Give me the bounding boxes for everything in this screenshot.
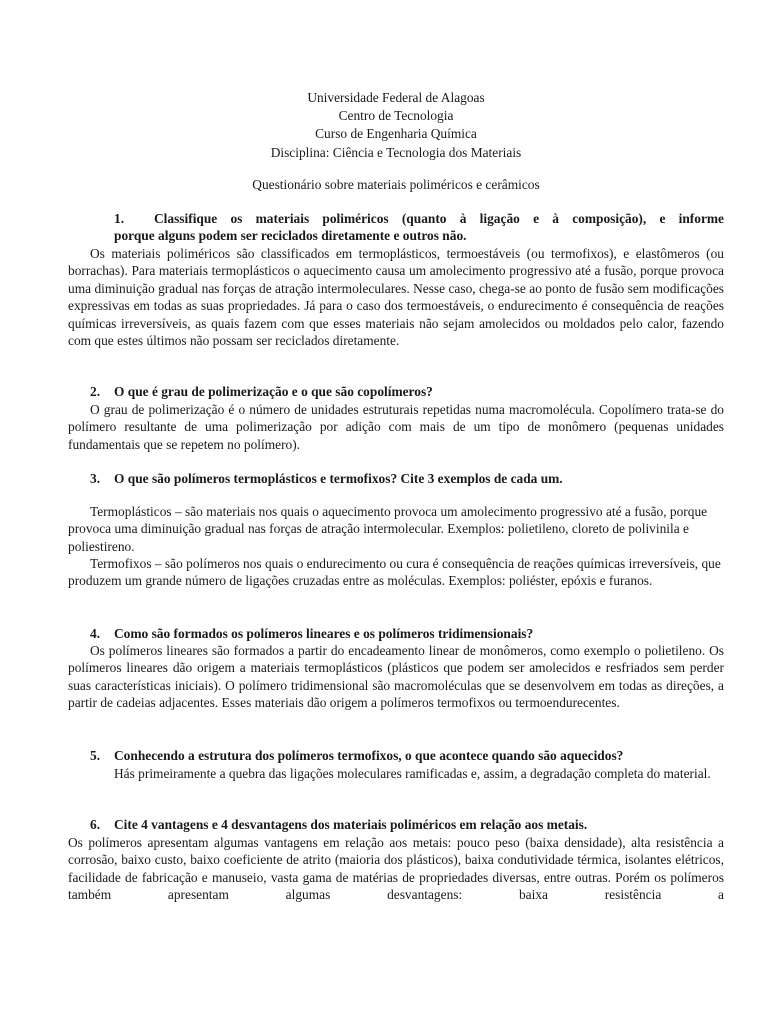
question-1 [68,210,724,245]
answer-4: Os polímeros lineares são formados a partir do encadeamento linear de monômeros, como exemplo o polietileno. Os polímeros lineares dão origem a materiais termoplásticos (plásticos que podem ser amolecidos e resfriados sem perder suas características iniciais). O polímero tridimensional são macromoléculas que se desenvolvem em todas as direções, a partir de cadeias adjacentes. Esses materiais dão origem a polímeros termofixos ou termoendurecentes. [68,643,724,711]
header-center: Centro de Tecnologia [338,108,454,124]
question-1-text-a: Classifique os materiais poliméricos (quanto à ligação e à composição), e informe [154,211,724,226]
question-4 [68,625,724,642]
question-5 [68,747,724,764]
question-1-text-b: porque alguns podem ser reciclados diretamente e outros não. [114,228,467,244]
question-4-number: 4. [90,626,101,641]
question-3-text: O que são polímeros termoplásticos e termofixos? Cite 3 exemplos de cada um. [114,471,563,486]
question-5-number: 5. [90,748,101,763]
answer-6: Os polímeros apresentam algumas vantagens em relação aos metais: pouco peso (baixa densidade), alta resistência a corrosão, baixo custo, baixo coeficiente de atrito (maioria dos plásticos), baixa condutividade térmica, isolantes elétricos, facilidade de fabricação e manuseio, vasta gama de matérias de propriedades diversas, entre outras. Porém os polímeros também apresentam algumas desvantagens: baixa resistência a [68,835,724,903]
question-1-number: 1. [114,211,125,226]
document-title: Questionário sobre materiais poliméricos e cerâmicos [252,177,540,192]
question-4-text: Como são formados os polímeros lineares e os polímeros tridimensionais? [114,626,534,641]
header-university: Universidade Federal de Alagoas [307,90,485,105]
question-2 [68,383,724,400]
question-3-number: 3. [90,471,101,486]
question-5-text: Conhecendo a estrutura dos polímeros termofixos, o que acontece quando são aquecidos? [114,748,624,763]
answer-3-thermosets: Termofixos – são polímeros nos quais o endurecimento ou cura é consequência de reações químicas irreversíveis, que produzem um grande número de ligações cruzadas entre as moléculas. Exemplos: poliéster, epóxis e furanos. [68,556,721,589]
answer-5: Hás primeiramente a quebra das ligações moleculares ramificadas e, assim, a degradação completa do material. [114,766,711,781]
question-6-text: Cite 4 vantagens e 4 desvantagens dos materiais poliméricos em relação aos metais. [114,817,588,832]
answer-2: O grau de polimerização é o número de unidades estruturais repetidas numa macromolécula. Copolímero trata-se do polímero resultante de uma polimerização por adição com mais de um tipo de monômero (pequenas unidades fundamentais que se repetem no polímero). [68,402,724,452]
question-3 [68,470,724,487]
question-6-number: 6. [90,817,101,832]
answer-1: Os materiais poliméricos são classificados em termoplásticos, termoestáveis (ou termofixos), e elastômeros (ou borrachas). Para materiais termoplásticos o aquecimento causa um amolecimento progressivo até a fusão, porque provoca uma diminuição gradual nas forças de atração intermoleculares. Nesse caso, chega-se ao ponto de fusão sem modificações expressivas em todas as suas propriedades. Já para o caso dos termoestáveis, o endurecimento é consequência de reações químicas irreversíveis, as quais fazem com que esses materiais não sejam amolecidos ou moldados pelo calor, fazendo com que estes últimos não possam ser reciclados diretamente. [68,246,724,349]
question-2-number: 2. [90,384,101,399]
question-6 [68,816,724,833]
question-2-text: O que é grau de polimerização e o que são copolímeros? [114,384,433,399]
document-header [68,89,724,162]
header-course: Curso de Engenharia Química [315,126,477,142]
header-discipline: Disciplina: Ciência e Tecnologia dos Materiais [270,144,522,160]
answer-3-thermoplastics: Termoplásticos – são materiais nos quais o aquecimento provoca um amolecimento progressivo até a fusão, porque provoca uma diminuição gradual nas forças de atração intermolecular. Exemplos: polietileno, cloreto de polivinila e poliestireno. [68,504,708,554]
